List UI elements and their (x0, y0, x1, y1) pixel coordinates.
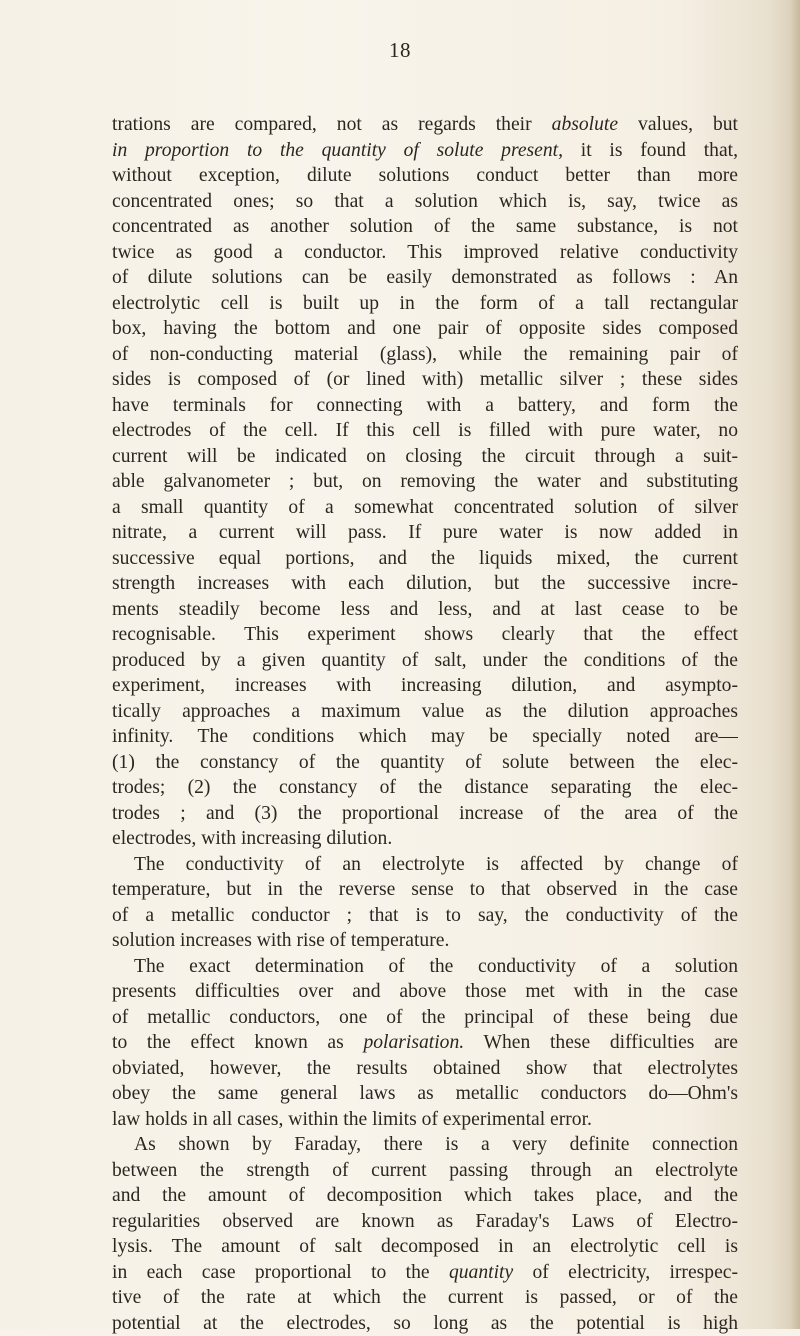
body-text (112, 112, 738, 1336)
text-line: twice as good a conductor. This improved relative conductivity (112, 240, 738, 266)
text-line: lysis. The amount of salt decomposed in an electrolytic cell is (112, 1234, 738, 1260)
text-line: trodes; (2) the constancy of the distance separating the elec- (112, 775, 738, 801)
text-line: The exact determination of the conductivity of a solution (112, 954, 738, 980)
text-line: successive equal portions, and the liquids mixed, the current (112, 546, 738, 572)
text-line: electrodes of the cell. If this cell is filled with pure water, no (112, 418, 738, 444)
text-line: concentrated as another solution of the same substance, is not (112, 214, 738, 240)
text-line: The conductivity of an electrolyte is affected by change of (112, 852, 738, 878)
text-line: infinity. The conditions which may be specially noted are— (112, 724, 738, 750)
text-line: (1) the constancy of the quantity of solute between the elec- (112, 750, 738, 776)
text-line: without exception, dilute solutions conduct better than more (112, 163, 738, 189)
text-line: of non-conducting material (glass), while the remaining pair of (112, 342, 738, 368)
text-line: of metallic conductors, one of the principal of these being due (112, 1005, 738, 1031)
text-line: regularities observed are known as Faraday's Laws of Electro- (112, 1209, 738, 1235)
text-line: solution increases with rise of temperature. (112, 928, 738, 954)
text-line: tically approaches a maximum value as the dilution approaches (112, 699, 738, 725)
text-line: obey the same general laws as metallic conductors do—Ohm's (112, 1081, 738, 1107)
text-line: have terminals for connecting with a battery, and form the (112, 393, 738, 419)
page-edge-shadow (790, 0, 800, 1329)
text-line: strength increases with each dilution, but the successive incre- (112, 571, 738, 597)
text-line: trations are compared, not as regards their absolute values, but (112, 112, 738, 138)
text-line: experiment, increases with increasing dilution, and asympto- (112, 673, 738, 699)
text-line: presents difficulties over and above those met with in the case (112, 979, 738, 1005)
text-line: to the effect known as polarisation. When these difficulties are (112, 1030, 738, 1056)
text-line: of a metallic conductor ; that is to say, the conductivity of the (112, 903, 738, 929)
text-line: sides is composed of (or lined with) metallic silver ; these sides (112, 367, 738, 393)
text-line: in proportion to the quantity of solute present, it is found that, (112, 138, 738, 164)
text-line: and the amount of decomposition which takes place, and the (112, 1183, 738, 1209)
text-line: a small quantity of a somewhat concentrated solution of silver (112, 495, 738, 521)
text-line: of dilute solutions can be easily demonstrated as follows : An (112, 265, 738, 291)
page-number: 18 (0, 38, 800, 63)
text-line: in each case proportional to the quantity of electricity, irrespec- (112, 1260, 738, 1286)
text-line: ments steadily become less and less, and at last cease to be (112, 597, 738, 623)
text-line: potential at the electrodes, so long as the potential is high (112, 1311, 738, 1336)
text-line: able galvanometer ; but, on removing the water and substituting (112, 469, 738, 495)
text-line: produced by a given quantity of salt, under the conditions of the (112, 648, 738, 674)
text-line: obviated, however, the results obtained show that electrolytes (112, 1056, 738, 1082)
text-line: As shown by Faraday, there is a very definite connection (112, 1132, 738, 1158)
text-line: law holds in all cases, within the limits of experimental error. (112, 1107, 738, 1133)
text-line: tive of the rate at which the current is passed, or of the (112, 1285, 738, 1311)
text-line: trodes ; and (3) the proportional increase of the area of the (112, 801, 738, 827)
text-line: concentrated ones; so that a solution which is, say, twice as (112, 189, 738, 215)
text-line: recognisable. This experiment shows clearly that the effect (112, 622, 738, 648)
text-line: nitrate, a current will pass. If pure water is now added in (112, 520, 738, 546)
text-line: current will be indicated on closing the circuit through a suit- (112, 444, 738, 470)
text-line: electrodes, with increasing dilution. (112, 826, 738, 852)
text-line: temperature, but in the reverse sense to that observed in the case (112, 877, 738, 903)
text-line: between the strength of current passing through an electrolyte (112, 1158, 738, 1184)
text-line: box, having the bottom and one pair of opposite sides composed (112, 316, 738, 342)
text-line: electrolytic cell is built up in the form of a tall rectangular (112, 291, 738, 317)
